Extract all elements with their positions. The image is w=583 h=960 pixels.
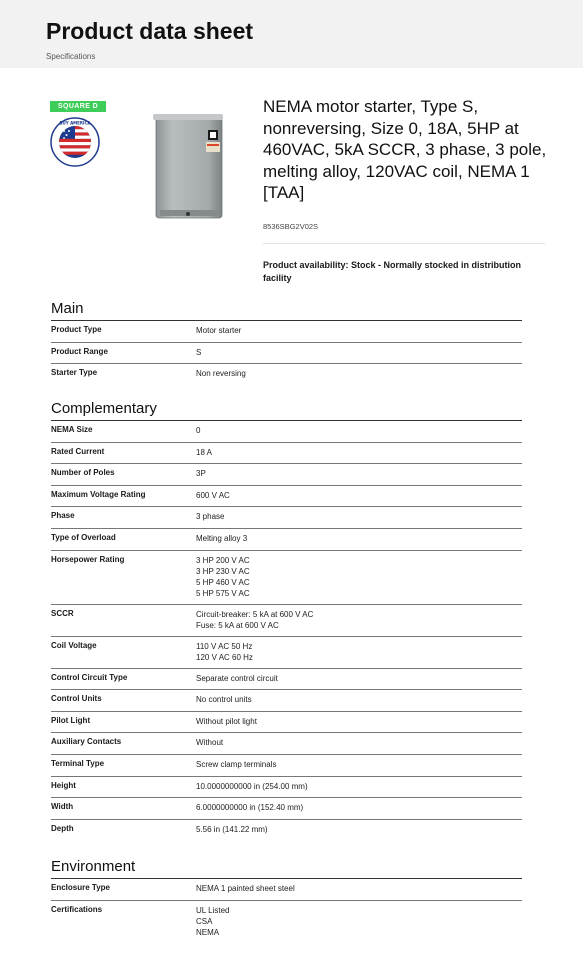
spec-value-line: S xyxy=(196,347,202,357)
section-environment xyxy=(51,858,522,944)
spec-value-line: 0 xyxy=(196,426,201,435)
spec-row xyxy=(51,321,522,343)
spec-row xyxy=(51,443,522,465)
spec-label: Maximum Voltage Rating xyxy=(51,489,146,499)
motor-starter-image xyxy=(150,110,226,222)
spec-value xyxy=(196,347,522,358)
spec-value-line: Circuit-breaker: 5 kA at 600 V AC xyxy=(196,609,314,619)
spec-value-line: 3 HP 200 V AC xyxy=(196,555,250,565)
page-subtitle: Specifications xyxy=(46,52,96,61)
spec-value-line: NEMA xyxy=(196,927,220,937)
spec-label: SCCR xyxy=(51,608,74,618)
spec-value-line: 10.0000000000 in (254.00 mm) xyxy=(196,781,308,791)
spec-value-line: Non reversing xyxy=(196,369,246,378)
spec-label: Rated Current xyxy=(51,446,105,456)
spec-value-line: Motor starter xyxy=(196,326,242,335)
spec-value xyxy=(196,737,522,748)
spec-label: Pilot Light xyxy=(51,715,91,725)
page-header xyxy=(0,0,583,68)
spec-value xyxy=(196,511,522,522)
spec-value-line: NEMA 1 painted sheet steel xyxy=(196,884,295,893)
spec-value-line: No control units xyxy=(196,695,252,705)
spec-row xyxy=(51,551,522,605)
buy-america-seal-icon xyxy=(50,117,100,167)
spec-label: Enclosure Type xyxy=(51,883,110,892)
spec-value xyxy=(196,447,522,458)
spec-label: Product Type xyxy=(51,325,102,334)
spec-label: Terminal Type xyxy=(51,758,105,768)
spec-label: Horsepower Rating xyxy=(51,554,125,564)
spec-value-line: 600 V AC xyxy=(196,490,230,500)
spec-row xyxy=(51,507,522,529)
spec-value-line: CSA xyxy=(196,916,213,926)
spec-value-line: Screw clamp terminals xyxy=(196,759,277,769)
spec-value xyxy=(196,641,522,663)
divider xyxy=(263,243,545,244)
spec-value xyxy=(196,555,522,599)
spec-row xyxy=(51,486,522,508)
spec-label: Certifications xyxy=(51,904,103,914)
spec-value-line: 5 HP 575 V AC xyxy=(196,588,250,598)
spec-value-line: 110 V AC 50 Hz xyxy=(196,641,253,651)
spec-row xyxy=(51,669,522,691)
spec-row xyxy=(51,690,522,712)
spec-value-line: 120 V AC 60 Hz xyxy=(196,652,253,662)
spec-value xyxy=(196,802,522,813)
page-title: Product data sheet xyxy=(46,18,254,44)
spec-label: Number of Poles xyxy=(51,468,115,478)
spec-value xyxy=(196,716,522,727)
spec-value xyxy=(196,609,522,631)
spec-value-line: 5.56 in (141.22 mm) xyxy=(196,824,268,834)
spec-label: Coil Voltage xyxy=(51,640,97,650)
spec-row xyxy=(51,733,522,755)
spec-row xyxy=(51,637,522,669)
spec-value xyxy=(196,325,522,336)
spec-value-line: 3P xyxy=(196,469,206,479)
spec-value xyxy=(196,781,522,792)
spec-label: Height xyxy=(51,780,76,790)
spec-value xyxy=(196,368,522,379)
spec-label: NEMA Size xyxy=(51,425,93,434)
spec-row xyxy=(51,755,522,777)
spec-row xyxy=(51,901,522,944)
spec-value-line: UL Listed xyxy=(196,905,230,915)
seal-text: BUY AMERICA xyxy=(59,120,91,126)
spec-value xyxy=(196,824,522,835)
spec-label: Width xyxy=(51,802,74,812)
spec-value-line: Without pilot light xyxy=(196,716,257,726)
spec-label: Auxiliary Contacts xyxy=(51,737,122,747)
spec-row xyxy=(51,605,522,637)
spec-label: Product Range xyxy=(51,346,108,356)
part-number: 8536SBG2V02S xyxy=(263,222,319,231)
spec-value xyxy=(196,883,522,894)
spec-value xyxy=(196,490,522,501)
brand-logo: SQUARE D xyxy=(50,101,106,112)
product-availability: Product availability: Stock - Normally stocked in distribution facility xyxy=(263,260,522,283)
spec-value-line: 18 A xyxy=(196,447,213,457)
spec-value-line: Separate control circuit xyxy=(196,673,278,683)
spec-value-line: 5 HP 460 V AC xyxy=(196,577,250,587)
spec-value-line: Fuse: 5 kA at 600 V AC xyxy=(196,620,279,630)
spec-row xyxy=(51,777,522,799)
spec-label: Control Circuit Type xyxy=(51,672,128,682)
section-main xyxy=(51,300,522,386)
section-title: Complementary xyxy=(51,400,157,417)
spec-row xyxy=(51,820,522,842)
spec-row xyxy=(51,343,522,365)
spec-value-line: 6.0000000000 in (152.40 mm) xyxy=(196,803,304,813)
spec-value-line: 3 HP 230 V AC xyxy=(196,566,250,576)
spec-label: Type of Overload xyxy=(51,532,116,542)
spec-value xyxy=(196,533,522,544)
spec-label: Depth xyxy=(51,823,74,833)
spec-value xyxy=(196,905,522,938)
spec-row xyxy=(51,879,522,901)
spec-value xyxy=(196,468,522,479)
spec-value-line: Melting alloy 3 xyxy=(196,533,248,543)
spec-value xyxy=(196,673,522,684)
spec-row xyxy=(51,464,522,486)
section-title: Main xyxy=(51,300,84,317)
product-title: NEMA motor starter, Type S, nonreversing, Size 0, 18A, 5HP at 460VAC, 5kA SCCR, 3 phase, 3 pole, melting alloy, 120VAC coil, NEMA 1 [TAA] xyxy=(263,97,547,202)
spec-row xyxy=(51,712,522,734)
spec-label: Starter Type xyxy=(51,368,98,377)
section-complementary xyxy=(51,400,522,841)
spec-label: Phase xyxy=(51,511,75,521)
spec-value xyxy=(196,694,522,705)
spec-label: Control Units xyxy=(51,694,102,704)
spec-row xyxy=(51,364,522,386)
spec-value xyxy=(196,759,522,770)
spec-value-line: Without xyxy=(196,738,224,748)
spec-value-line: 3 phase xyxy=(196,512,225,522)
spec-row xyxy=(51,421,522,443)
section-title: Environment xyxy=(51,858,136,875)
spec-value xyxy=(196,425,522,436)
spec-row xyxy=(51,798,522,820)
spec-row xyxy=(51,529,522,551)
